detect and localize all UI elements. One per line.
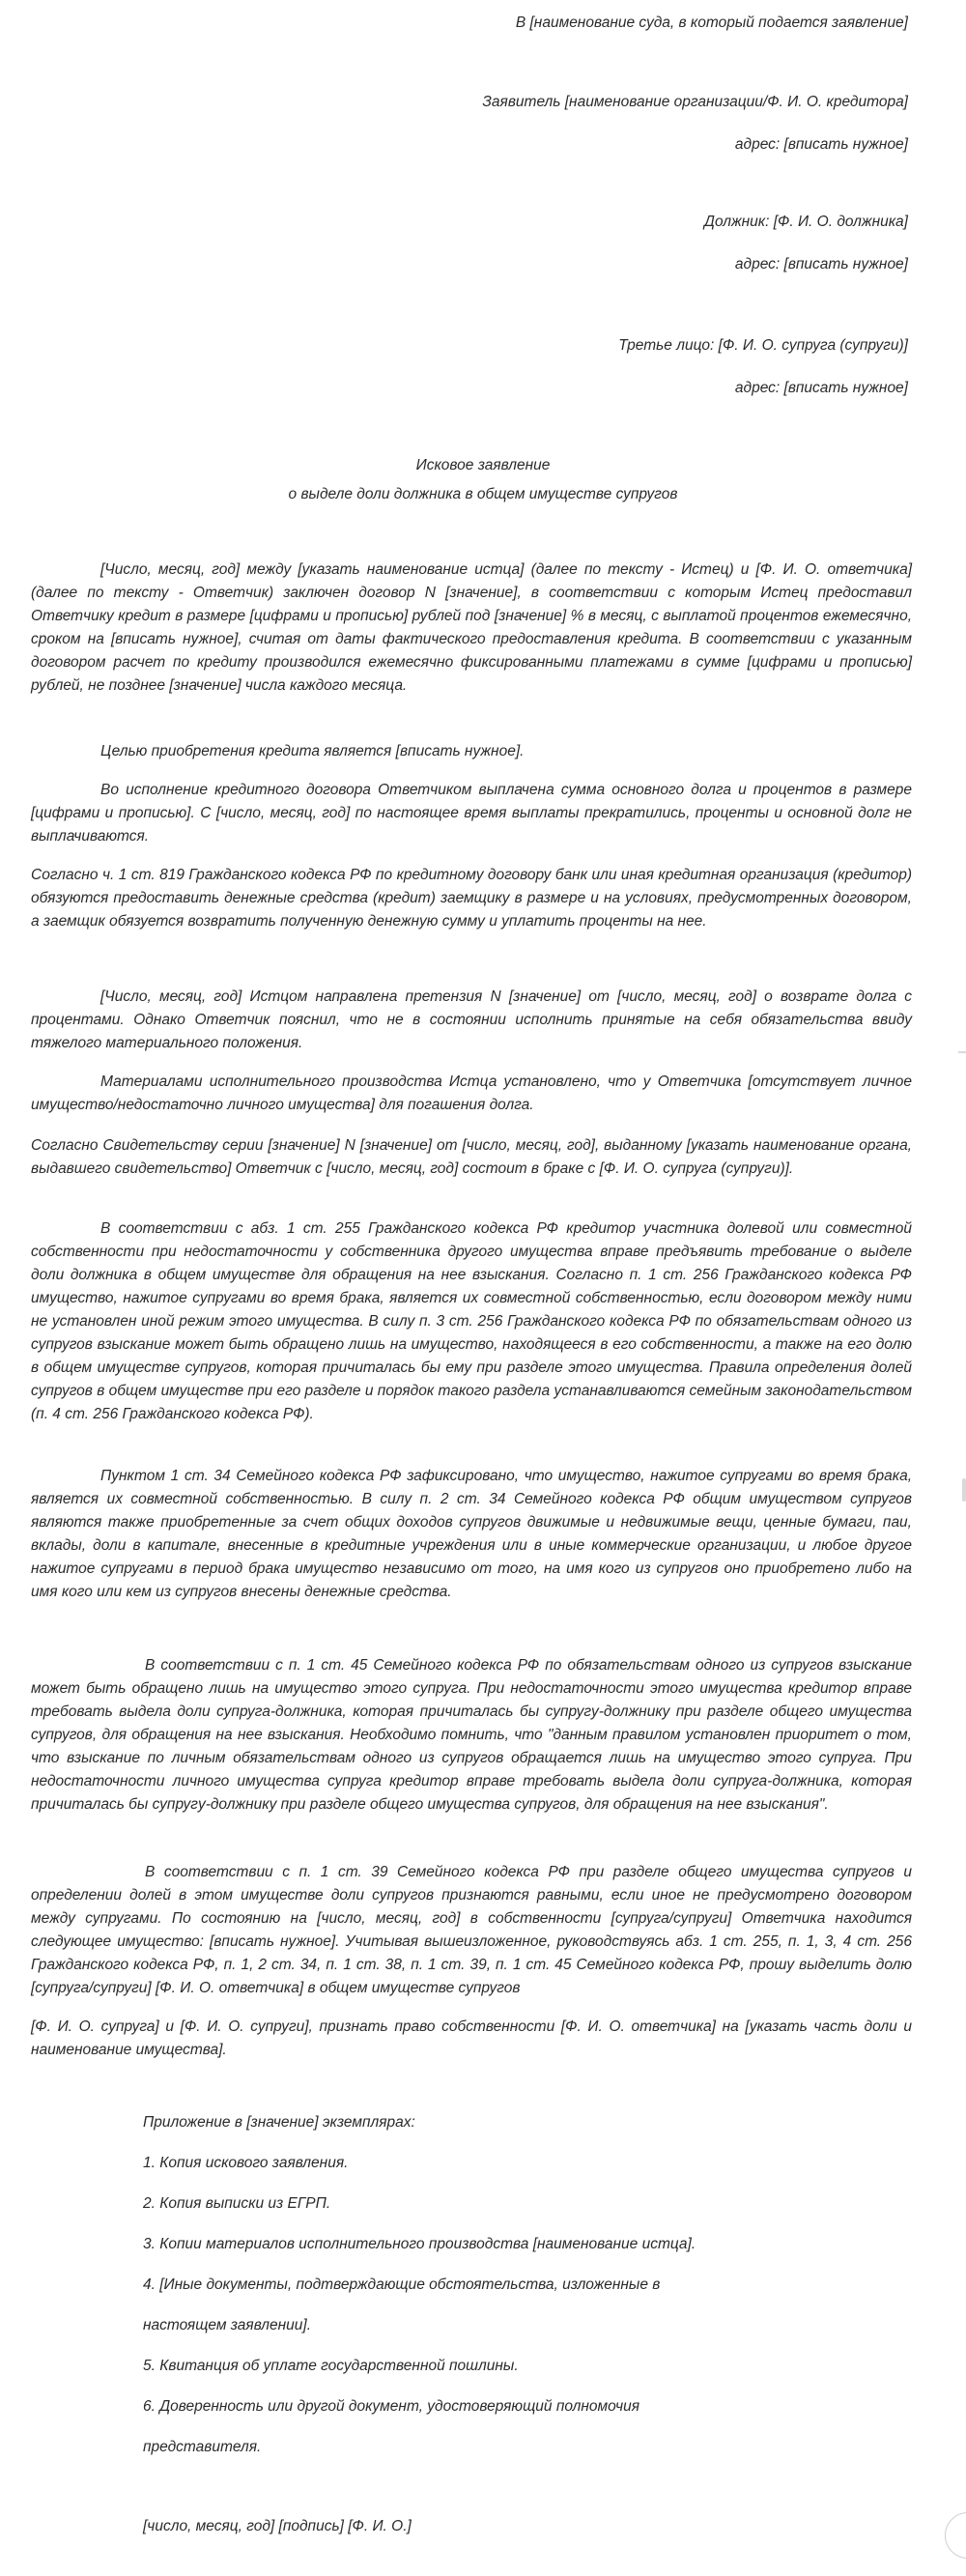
appendix-item: 5. Квитанция об уплате государственной пошлины. — [143, 2358, 519, 2374]
appendix-item: настоящем заявлении]. — [143, 2317, 312, 2333]
signature-line: [число, месяц, год] [подпись] [Ф. И. О.] — [143, 2518, 412, 2534]
appendix-item: 3. Копии материалов исполнительного производства [наименование истца]. — [143, 2236, 696, 2252]
paragraph-art-45: В соответствии с п. 1 ст. 45 Семейного кодекса РФ по обязательствам одного из супругов взыскание может быть обращено лишь на имущество этого супруга. При недостаточности этого имущества кредитор вправе требовать выдела доли супруга-должника, которая причиталась бы супругу-должнику при разделе общего имущества супругов, для обращения на нее взыскания. Необходимо помнить, что "данным правилом установлен приоритет о том, что взыскание по личным обязательствам одного из супругов обращается лишь на имущество этого супруга. При недостаточности личного имущества супруга кредитор вправе требовать выдела доли супруга-должника, которая причиталась бы супругу-должнику при разделе общего имущества супругов, для обращения на нее взыскания". — [31, 1657, 912, 1813]
applicant-address: адрес: [вписать нужное] — [734, 136, 908, 153]
document-title: Исковое заявление — [415, 457, 551, 473]
paragraph-marriage-certificate: Согласно Свидетельству серии [значение] N [значение] от [число, месяц, год], выданному [указать наименование органа, выдавшего свидетельство] Ответчик с [число, месяц, год] состоит в браке с [Ф. И. О. супруга (супруги)]. — [31, 1137, 912, 1177]
paragraph-loan-agreement: [Число, месяц, год] между [указать наименование истца] (далее по тексту - Истец) и [Ф. И. О. ответчика] (далее по тексту - Ответчик) заключен договор N [значение], в соответствии с которым Истец предоставил Ответчику кредит в размере [цифрами и прописью] рублей под [значение] % в месяц, с выплатой процентов ежемесячно, сроком на [вписать нужное], считая от даты фактического предоставления кредита. В соответствии с указанным договором расчет по кредиту производился ежемесячно фиксированными платежами в сумме [цифрами и прописью] рублей, не позднее [значение] числа каждого месяца. — [31, 561, 912, 694]
paragraph-request: [Ф. И. О. супруга] и [Ф. И. О. супруги], признать право собственности [Ф. И. О. ответчика] на [указать часть доли и наименование имущества]. — [31, 2018, 912, 2058]
paragraph-art-39: В соответствии с п. 1 ст. 39 Семейного кодекса РФ при разделе общего имущества супругов и определении долей в этом имуществе доли супругов признаются равными, если иное не предусмотрено договором между супругами. По состоянию на [число, месяц, год] в собственности [супруга/супруги] Ответчика находится следующее имущество: [вписать нужное]. Учитывая вышеизложенное, руководствуясь абз. 1 ст. 255, п. 1, 3, 4 ст. 256 Гражданского кодекса РФ, п. 1, 2 ст. 34, п. 1 ст. 38, п. 1 ст. 39, п. 1 ст. 45 Семейного кодекса РФ, прошу выделить долю [супруга/супруги] [Ф. И. О. ответчика] в общем имуществе супругов — [31, 1864, 912, 1996]
third-party-address: адрес: [вписать нужное] — [734, 380, 908, 396]
paragraph-art-255: В соответствии с абз. 1 ст. 255 Гражданского кодекса РФ кредитор участника долевой или совместной собственности при недостаточности у собственника другого имущества вправе предъявить требование о выделе доли должника в общем имуществе для обращения на нее взыскания. Согласно п. 1 ст. 256 Гражданского кодекса РФ имущество, нажитое супругами во время брака, является их совместной собственностью, если договором между ними не установлен иной режим этого имущества. В силу п. 3 ст. 256 Гражданского кодекса РФ по обязательствам одного из супругов взыскание может быть обращено лишь на имущество, находящееся в его собственности, а также на его долю в общем имуществе супругов, которая причиталась бы ему при разделе этого имущества. Правила определения долей супругов в общем имуществе при его разделе и порядок такого раздела устанавливаются семейным законодательством (п. 4 ст. 256 Гражданского кодекса РФ). — [31, 1220, 912, 1422]
paragraph-art-819: Согласно ч. 1 ст. 819 Гражданского кодекса РФ по кредитному договору банк или иная кредитная организация (кредитор) обязуются предоставить денежные средства (кредит) заемщику в размере и на условиях, предусмотренных договором, а заемщик обязуется возвратить полученную денежную сумму и уплатить проценты на нее. — [31, 867, 912, 930]
appendix-item: представителя. — [143, 2439, 262, 2455]
paragraph-enforcement: Материалами исполнительного производства Истца установлено, что у Ответчика [отсутствует личное имущество/недостаточно личного имущества] для погашения долга. — [31, 1073, 912, 1113]
paragraph-loan-purpose: Целью приобретения кредита является [вписать нужное]. — [100, 743, 525, 759]
appendix-item: 4. [Иные документы, подтверждающие обстоятельства, изложенные в — [143, 2276, 661, 2293]
third-party-line: Третье лицо: [Ф. И. О. супруга (супруги)] — [618, 337, 908, 354]
appendix-item: 2. Копия выписки из ЕГРП. — [143, 2195, 331, 2212]
scroll-handle[interactable] — [962, 1478, 966, 1502]
debtor-line: Должник: [Ф. И. О. должника] — [704, 214, 908, 230]
edge-tick — [958, 1051, 966, 1053]
court-line: В [наименование суда, в который подается заявление] — [515, 14, 908, 31]
appendix-item: 6. Доверенность или другой документ, удостоверяющий полномочия — [143, 2398, 639, 2415]
appendix-heading: Приложение в [значение] экземплярах: — [143, 2114, 415, 2131]
paragraph-payments: Во исполнение кредитного договора Ответчиком выплачена сумма основного долга и процентов в размере [цифрами и прописью]. С [число, месяц, год] по настоящее время выплаты прекратились, проценты и основной долг не выплачиваются. — [31, 782, 912, 844]
paragraph-claim: [Число, месяц, год] Истцом направлена претензия N [значение] от [число, месяц, год] о возврате долга с процентами. Однако Ответчик пояснил, что не в состоянии исполнить принятые на себя обязательства ввиду тяжелого материального положения. — [31, 988, 912, 1051]
appendix-item: 1. Копия искового заявления. — [143, 2155, 349, 2171]
applicant-line: Заявитель [наименование организации/Ф. И. О. кредитора] — [482, 94, 908, 110]
corner-circle — [945, 2512, 966, 2559]
debtor-address: адрес: [вписать нужное] — [734, 256, 908, 272]
paragraph-art-34: Пунктом 1 ст. 34 Семейного кодекса РФ зафиксировано, что имущество, нажитое супругами во время брака, является их совместной собственностью. В силу п. 2 ст. 34 Семейного кодекса РФ общим имуществом супругов являются также приобретенные за счет общих доходов супругов движимые и недвижимые вещи, ценные бумаги, паи, вклады, доли в капитале, внесенные в кредитные учреждения или в иные коммерческие организации, и любое другое нажитое супругами в период брака имущество независимо от того, на имя кого из супругов оно приобретено либо на имя кого или кем из супругов внесены денежные средства. — [31, 1468, 912, 1600]
document-subtitle: о выделе доли должника в общем имуществе супругов — [288, 486, 678, 502]
